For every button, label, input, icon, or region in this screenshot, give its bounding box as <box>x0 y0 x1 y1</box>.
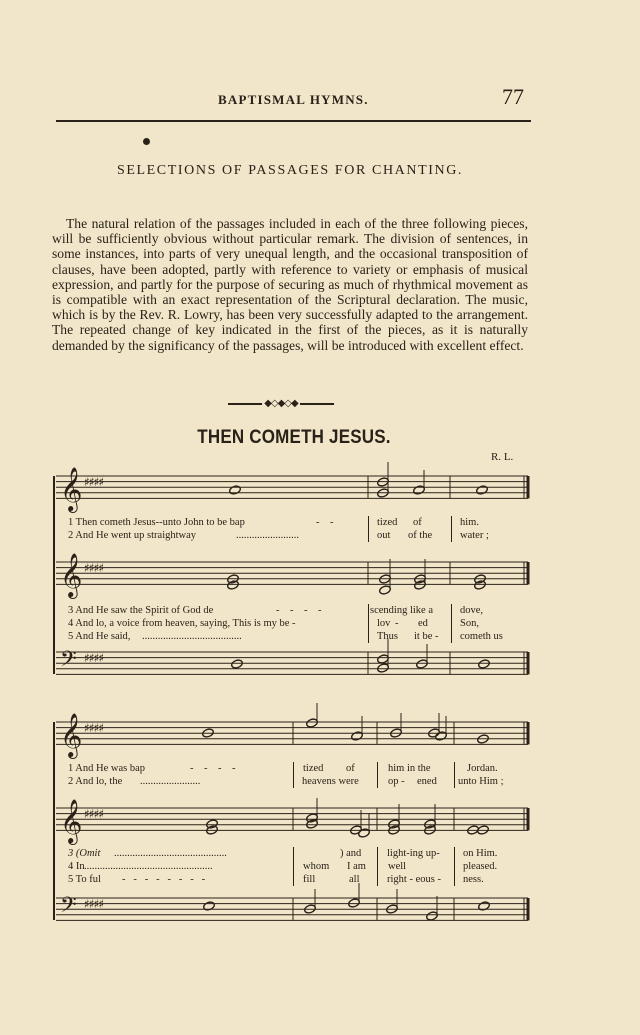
bass-clef-icon: 𝄢 <box>60 647 77 677</box>
composer-initials: R. L. <box>491 451 514 463</box>
lyric-s1-4-a: 4 And lo, a voice from heaven, saying, This is my be - <box>68 618 296 629</box>
lyric-s1-2-b: out <box>377 530 391 541</box>
lyric-line-s2-4: 4 In ................................................. whom I am well pleased. <box>68 861 498 872</box>
lyric-s2-3-c: light-ing up- <box>387 848 440 859</box>
note-head <box>413 485 426 496</box>
note-head <box>348 898 361 909</box>
treble-clef-icon: 𝄞 <box>60 553 83 597</box>
treble-clef-icon: 𝄞 <box>60 799 83 843</box>
lyric-s2-5-c: all <box>349 874 360 885</box>
lyric-line-s2-1: 1 And He was bap - - - - tized of him in the Jordan. <box>68 763 498 774</box>
note-head <box>358 828 371 839</box>
hymn-title: THEN COMETH JESUS. <box>197 425 391 448</box>
key-signature-sharps-icon: ♯♯♯♯ <box>84 897 104 911</box>
lyric-line-s2-2: 2 And lo, the ....................... heavens were op - ened unto Him ; <box>68 776 504 787</box>
lyric-s2-4-d: well <box>388 861 407 872</box>
running-head: BAPTISMAL HYMNS. <box>218 92 369 107</box>
lyric-s1-3-a: 3 And He saw the Spirit of God de <box>68 605 214 616</box>
note-head <box>377 663 390 674</box>
lyric-line-s1-5: 5 And He said, ...................................... Thus it be - cometh us <box>68 631 503 642</box>
lyric-s1-1-d: him. <box>460 517 479 528</box>
lyric-s2-1-a: 1 And He was bap <box>68 763 145 774</box>
lyric-line-s1-4: 4 And lo, a voice from heaven, saying, This is my be - lov - ed Son, <box>68 618 479 629</box>
lyric-s2-3-b: ) and <box>340 848 362 859</box>
treble-clef-icon: 𝄞 <box>60 713 83 757</box>
ornament-glyphs: ◆◇◆◇◆ <box>264 398 298 409</box>
lyric-s2-5-d: right - eous - <box>387 874 441 885</box>
lyric-s2-5-e: ness. <box>463 874 484 885</box>
lyric-s1-4-b: lov <box>377 618 391 629</box>
note-head <box>379 585 392 596</box>
note-head <box>426 911 439 922</box>
lyric-line-s2-3: 3 (Omit ........................................... ) and light-ing up- on Him. <box>68 848 498 859</box>
lyric-s1-1-b: tized <box>377 517 398 528</box>
lyric-s2-3-a: 3 (Omit <box>68 848 101 859</box>
intro-paragraph: The natural relation of the passages included in each of the three following pieces, will be sufficiently obvious without particular remark. The division of sentences, in some instances, into parts of very unequal length, and the occasional transposition of clauses, have been adopted, partly with reference to variety or emphasis of musical expression, and partly for the purpose of securing as much of rhythmical movement as is compatible with an exact representation of the Scriptural declaration. The music, which is by the Rev. R. Lowry, has been very successfully adapted to the arrangement. The repeated change of key indicated in the first of the pieces, as it is naturally demanded by the significancy of the passages, will be introduced with excellent effect. <box>52 216 528 353</box>
lyric-s2-2-c: op - <box>388 776 405 787</box>
lyric-line-s1-3: 3 And He saw the Spirit of God de - - - - scending like a dove, <box>68 605 484 616</box>
page-number: 77 <box>502 84 524 109</box>
note-head <box>476 485 489 496</box>
lyric-s2-2-b: heavens were <box>302 776 359 787</box>
key-signature-sharps-icon: ♯♯♯♯ <box>84 721 104 735</box>
key-signature-sharps-icon: ♯♯♯♯ <box>84 475 104 489</box>
lyric-s2-2-a: 2 And lo, the <box>68 776 123 787</box>
treble-clef-icon: 𝄞 <box>60 467 83 511</box>
key-signature-sharps-icon: ♯♯♯♯ <box>84 561 104 575</box>
lyric-s1-5-b: Thus <box>377 631 398 642</box>
lyric-s1-2-c: of the <box>408 530 433 541</box>
lyric-line-s1-1: 1 Then cometh Jesus--unto John to be bap - - tized of him. <box>68 517 479 528</box>
note-head <box>478 659 491 670</box>
lyric-s1-5-c: it be - <box>414 631 439 642</box>
section-title: SELECTIONS OF PASSAGES FOR CHANTING. <box>116 163 464 178</box>
lyric-s1-3-c: dove, <box>460 605 484 616</box>
bass-clef-icon: 𝄢 <box>60 893 77 923</box>
lyric-s1-1-a: 1 Then cometh Jesus--unto John to be bap <box>68 517 245 528</box>
lyric-s1-3-b: scending like a <box>370 605 433 616</box>
lyric-line-s2-5: 5 To ful - - - - - - - - fill all right - eous - ness. <box>68 874 484 885</box>
lyric-s1-1-c: of <box>413 517 422 528</box>
lyric-s1-4-c: ed <box>418 618 428 629</box>
lyric-line-s1-2: 2 And He went up straightway ........................ out of the water ; <box>68 530 489 541</box>
lyric-s2-2-e: unto Him ; <box>458 776 504 787</box>
lyric-s1-2-d: water ; <box>460 530 489 541</box>
key-signature-sharps-icon: ♯♯♯♯ <box>84 651 104 665</box>
lyric-s1-5-a: 5 And He said, <box>68 631 131 642</box>
note-head <box>231 659 244 670</box>
note-head <box>229 485 242 496</box>
lyric-s2-1-d: him in the <box>388 763 431 774</box>
lyric-s2-4-c: I am <box>347 861 366 872</box>
key-signature-sharps-icon: ♯♯♯♯ <box>84 807 104 821</box>
lyric-s2-1-c: of <box>346 763 355 774</box>
lyric-s2-1-b: tized <box>303 763 324 774</box>
lyric-s2-4-e: pleased. <box>463 861 498 872</box>
lyric-s2-4-b: whom <box>303 861 330 872</box>
lyric-s1-5-d: cometh us <box>460 631 503 642</box>
lyric-s2-3-d: on Him. <box>463 848 498 859</box>
lyric-s2-2-d: ened <box>417 776 437 787</box>
note-head <box>416 659 429 670</box>
lyric-s2-1-e: Jordan. <box>467 763 498 774</box>
lyric-s1-2-a: 2 And He went up straightway <box>68 530 197 541</box>
lyric-s2-5-a: 5 To ful <box>68 874 101 885</box>
lyric-s2-4-a: 4 In <box>68 861 85 872</box>
lyric-s2-5-b: fill <box>303 874 316 885</box>
note-head <box>351 731 364 742</box>
note-head <box>377 654 390 665</box>
note-head <box>306 718 319 729</box>
lyric-s1-4-d: Son, <box>460 618 479 629</box>
